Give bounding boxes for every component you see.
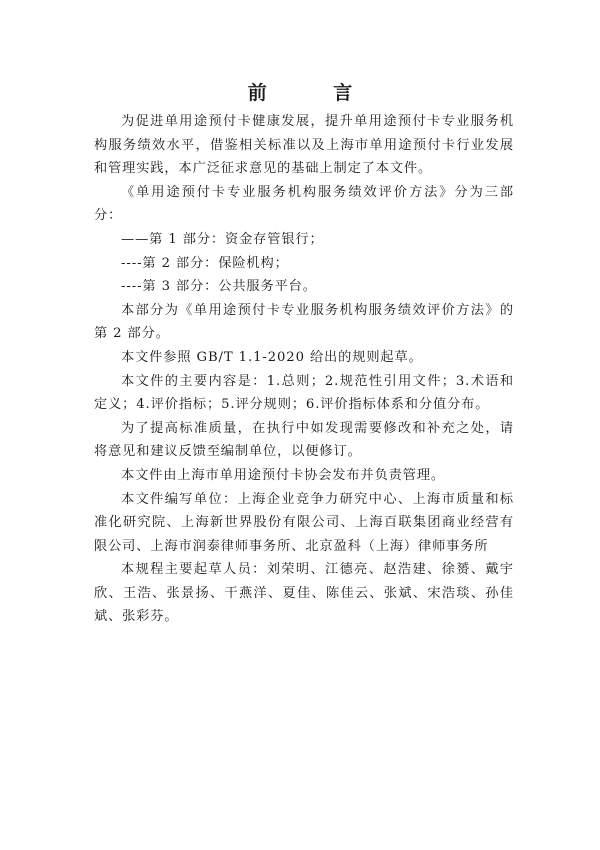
intro-paragraph: 为促进单用途预付卡健康发展，提升单用途预付卡专业服务机构服务绩效水平，借鉴相关标准以及上海市单用途预付卡行业发展和管理实践，本广泛征求意见的基础上制定了本文件。: [94, 114, 514, 177]
publisher-paragraph: 本文件由上海市单用途预付卡协会发布并负责管理。: [121, 467, 446, 483]
feedback-paragraph: 为了提高标准质量，在执行中如发现需要修改和补充之处，请将意见和建议反馈至编制单位，以便修订。: [94, 420, 514, 460]
part-statement-paragraph: 本部分为《单用途预付卡专业服务机构服务绩效评价方法》的第 2 部分。: [94, 302, 514, 342]
structure-paragraph: 《单用途预付卡专业服务机构服务绩效评价方法》分为三部分：: [94, 184, 514, 224]
drafting-rules-paragraph: 本文件参照 GB/T 1.1-2020 给出的规则起草。: [121, 349, 423, 365]
drafting-units-paragraph: 本文件编写单位：上海企业竞争力研究中心、上海市质量和标准化研究院、上海新世界股份有限公司、上海百联集团商业经营有限公司、上海市润泰律师事务所、北京盈科（上海）律师事务所: [94, 491, 514, 554]
drafters-paragraph: 本规程主要起草人员：刘荣明、江德亮、赵浩建、徐赟、戴宇欣、王浩、张景扬、干燕洋、夏佳、陈佳云、张斌、宋浩琰、孙佳斌、张彩芬。: [94, 562, 514, 625]
page-title: 前 言: [247, 82, 383, 104]
document-body: [94, 110, 514, 629]
contents-paragraph: 本文件的主要内容是：1.总则；2.规范性引用文件；3.术语和定义；4.评价指标；5.评分规则；6.评价指标体系和分值分布。: [94, 373, 514, 413]
part-2-item: ----第 2 部分：保险机构；: [121, 255, 289, 271]
part-3-item: ----第 3 部分：公共服务平台。: [121, 279, 317, 295]
part-1-item: ——第 1 部分：资金存管银行；: [121, 231, 324, 247]
